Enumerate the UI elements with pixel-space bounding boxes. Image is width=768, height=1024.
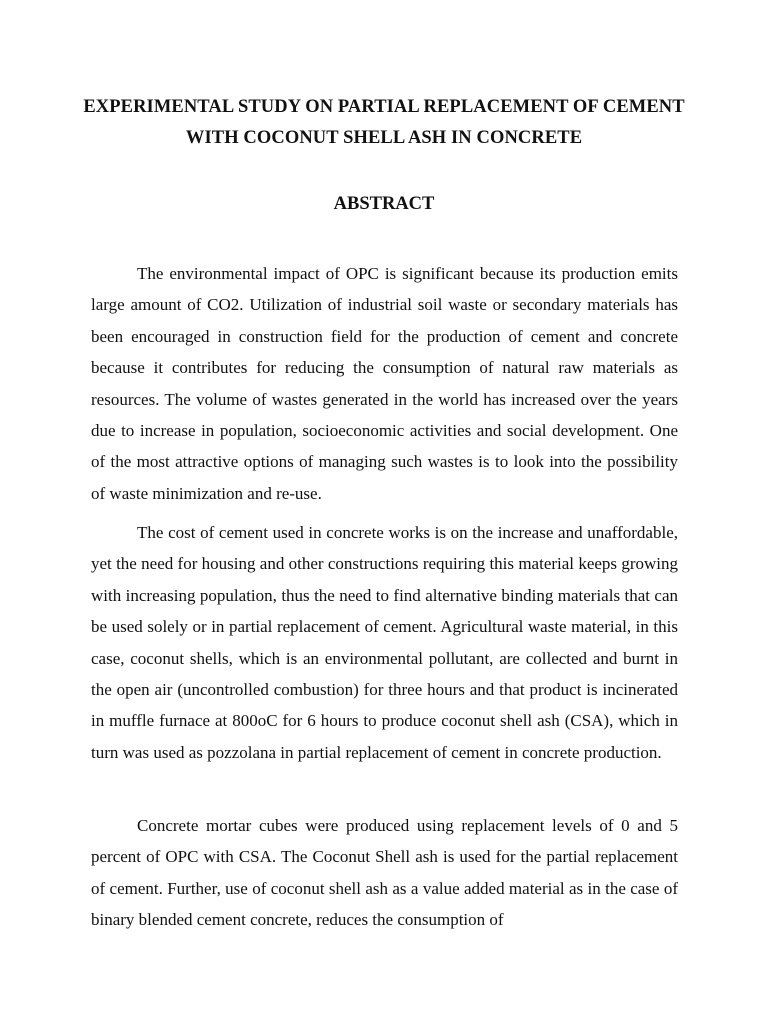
abstract-paragraph-2: The cost of cement used in concrete works is on the increase and unaffordable, yet the need for housing and other constructions requiring this material keeps growing with increasing population, thus the need to find alternative binding materials that can be used solely or in partial replacement of cement. Agricultural waste material, in this case, coconut shells, which is an environmental pollutant, are collected and burnt in the open air (uncontrolled combustion) for three hours and that product is incinerated in muffle furnace at 800oC for 6 hours to produce coconut shell ash (CSA), which in turn was used as pozzolana in partial replacement of cement in concrete production. [91,523,678,762]
abstract-paragraph-3: Concrete mortar cubes were produced using replacement levels of 0 and 5 percent of OPC with CSA. The Coconut Shell ash is used for the partial replacement of cement. Further, use of coconut shell ash as a value added material as in the case of binary blended cement concrete, reduces the consumption of [91,816,678,930]
section-heading: ABSTRACT [333,194,435,214]
abstract-paragraph-1: The environmental impact of OPC is significant because its production emits large amount of CO2. Utilization of industrial soil waste or secondary materials has been encouraged in construction field for the production of cement and concrete because it contributes for reducing the consumption of natural raw materials as resources. The volume of wastes generated in the world has increased over the years due to increase in population, socioeconomic activities and social development. One of the most attractive options of managing such wastes is to look into the possibility of waste minimization and re-use. [91,264,678,503]
document-title: EXPERIMENTAL STUDY ON PARTIAL REPLACEMENT OF CEMENT WITH COCONUT SHELL ASH IN CONCRETE [83,97,685,148]
